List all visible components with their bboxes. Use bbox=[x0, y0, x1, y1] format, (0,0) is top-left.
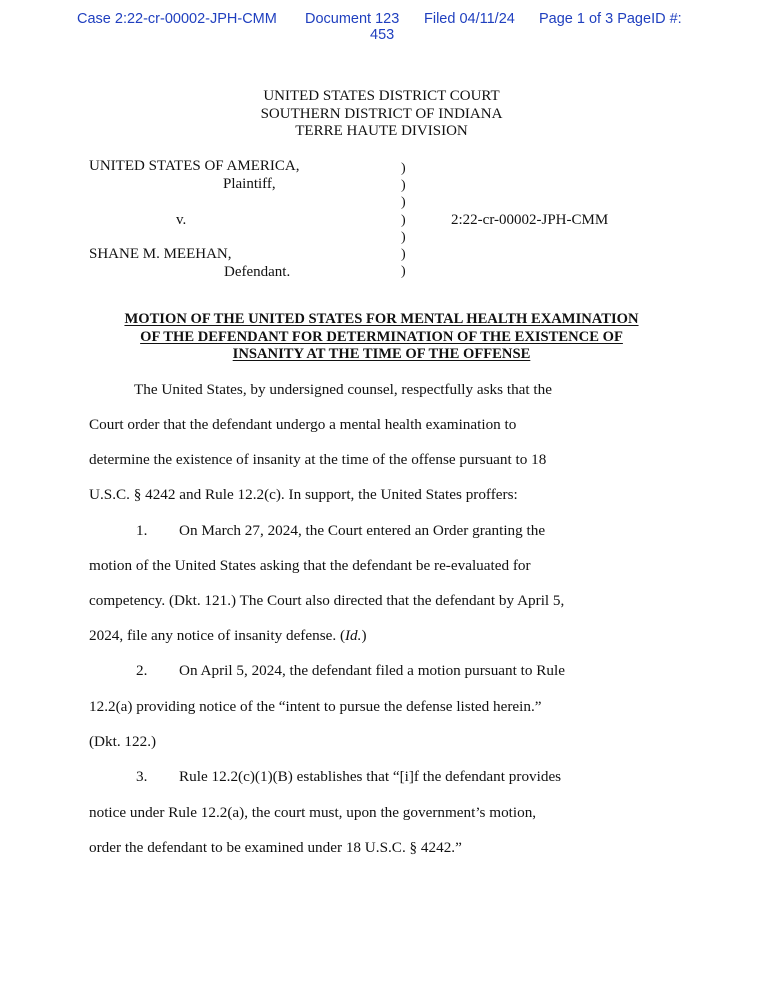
paragraph-number: 2. bbox=[136, 662, 148, 679]
paren: ) bbox=[401, 161, 406, 176]
caption-case-number: 2:22-cr-00002-JPH-CMM bbox=[451, 212, 609, 228]
body-line-with-cite bbox=[89, 627, 367, 645]
body-line: competency. (Dkt. 121.) The Court also directed that the defendant by April 5, bbox=[89, 592, 565, 609]
paragraph-number: 1. bbox=[136, 522, 148, 539]
paren: ) bbox=[401, 264, 406, 280]
paren: ) bbox=[401, 229, 406, 245]
page-stamp: Page 1 of 3 PageID #: bbox=[539, 11, 682, 27]
body-line: On April 5, 2024, the defendant filed a motion pursuant to Rule bbox=[179, 662, 565, 679]
court-line-1: UNITED STATES DISTRICT COURT bbox=[263, 88, 500, 104]
body-line: On March 27, 2024, the Court entered an Order granting the bbox=[179, 522, 546, 539]
body-line: determine the existence of insanity at the time of the offense pursuant to 18 bbox=[89, 451, 547, 468]
defendant-name: SHANE M. MEEHAN, bbox=[89, 246, 232, 262]
title-line-1: MOTION OF THE UNITED STATES FOR MENTAL HEALTH EXAMINATION bbox=[124, 311, 639, 327]
title-line-3: INSANITY AT THE TIME OF THE OFFENSE bbox=[232, 346, 531, 363]
body-line: Rule 12.2(c)(1)(B) establishes that “[i]f the defendant provides bbox=[179, 768, 562, 785]
case-number-stamp: Case 2:22-cr-00002-JPH-CMM bbox=[77, 11, 277, 27]
paren: ) bbox=[401, 178, 406, 194]
citation-close: ) bbox=[361, 627, 367, 644]
paren: ) bbox=[401, 212, 406, 228]
defendant-role: Defendant. bbox=[224, 264, 291, 280]
filed-date-stamp: Filed 04/11/24 bbox=[424, 11, 515, 27]
body-line: 12.2(a) providing notice of the “intent to pursue the defense listed herein.” bbox=[89, 698, 542, 715]
body-line: (Dkt. 122.) bbox=[89, 733, 157, 750]
body-line: The United States, by undersigned counsel, respectfully asks that the bbox=[134, 381, 552, 398]
versus: v. bbox=[176, 212, 187, 228]
paren: ) bbox=[401, 247, 406, 263]
body-line: U.S.C. § 4242 and Rule 12.2(c). In support, the United States proffers: bbox=[89, 486, 518, 503]
body-line: order the defendant to be examined under 18 U.S.C. § 4242.” bbox=[89, 839, 462, 856]
court-name bbox=[0, 88, 763, 141]
body-line: motion of the United States asking that the defendant be re-evaluated for bbox=[89, 557, 531, 574]
motion-title bbox=[0, 311, 763, 364]
title-line-2: OF THE DEFENDANT FOR DETERMINATION OF THE EXISTENCE OF bbox=[140, 328, 623, 345]
body-line: Court order that the defendant undergo a mental health examination to bbox=[89, 416, 517, 433]
court-line-2: SOUTHERN DISTRICT OF INDIANA bbox=[260, 105, 503, 122]
caption-parentheses bbox=[401, 160, 406, 280]
court-line-3: TERRE HAUTE DIVISION bbox=[295, 123, 468, 139]
plaintiff-role: Plaintiff, bbox=[223, 176, 276, 192]
paragraph-number: 3. bbox=[136, 768, 148, 785]
pageid-continued: 453 bbox=[370, 27, 395, 43]
paren: ) bbox=[401, 195, 406, 211]
citation-id: Id. bbox=[345, 627, 362, 644]
plaintiff-name: UNITED STATES OF AMERICA, bbox=[89, 158, 300, 174]
document-number-stamp: Document 123 bbox=[305, 11, 400, 27]
body-text: 2024, file any notice of insanity defense. ( bbox=[89, 627, 345, 644]
body-line: notice under Rule 12.2(a), the court must, upon the government’s motion, bbox=[89, 804, 537, 821]
